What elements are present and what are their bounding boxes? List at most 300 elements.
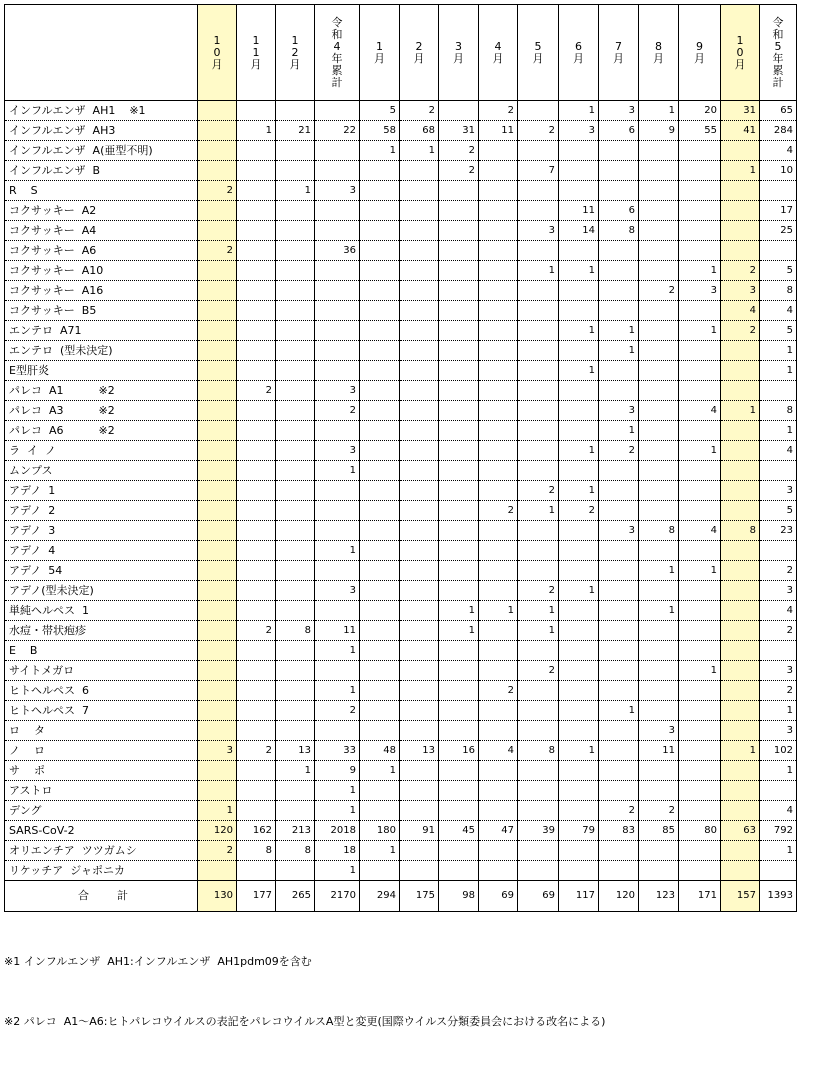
table-row — [5, 821, 797, 841]
count-cell: 1 — [518, 261, 559, 281]
count-cell — [360, 181, 400, 201]
count-cell — [198, 601, 237, 621]
table-row — [5, 521, 797, 541]
count-cell — [639, 861, 679, 881]
count-cell — [237, 501, 276, 521]
count-cell — [721, 661, 760, 681]
virus-name: アデノ 4 — [5, 541, 198, 561]
count-cell: 1 — [599, 701, 639, 721]
column-header-label: 9 月 — [694, 39, 705, 65]
count-cell — [198, 261, 237, 281]
count-cell: 69 — [479, 881, 518, 912]
count-cell — [198, 101, 237, 121]
count-cell — [276, 141, 315, 161]
count-cell — [721, 201, 760, 221]
count-cell — [721, 421, 760, 441]
count-cell: 3 — [599, 101, 639, 121]
column-header — [400, 5, 439, 101]
count-cell — [198, 501, 237, 521]
count-cell — [721, 501, 760, 521]
count-cell — [360, 221, 400, 241]
count-cell — [400, 621, 439, 641]
count-cell — [479, 361, 518, 381]
table-row — [5, 321, 797, 341]
count-cell — [679, 541, 721, 561]
count-cell — [639, 221, 679, 241]
count-cell — [679, 461, 721, 481]
count-cell — [400, 401, 439, 421]
count-cell: 8 — [276, 841, 315, 861]
count-cell: 162 — [237, 821, 276, 841]
count-cell — [360, 301, 400, 321]
count-cell — [276, 561, 315, 581]
count-cell — [559, 161, 599, 181]
count-cell: 180 — [360, 821, 400, 841]
count-cell: 8 — [721, 521, 760, 541]
count-cell — [360, 161, 400, 181]
count-cell: 1 — [518, 501, 559, 521]
count-cell — [679, 621, 721, 641]
count-cell — [639, 781, 679, 801]
virus-name: アストロ — [5, 781, 198, 801]
column-header-label: 10 月 — [734, 33, 746, 71]
table-row — [5, 721, 797, 741]
count-cell — [315, 221, 360, 241]
count-cell: 1 — [315, 681, 360, 701]
count-cell: 2170 — [315, 881, 360, 912]
count-cell — [198, 761, 237, 781]
count-cell: 2 — [518, 661, 559, 681]
count-cell — [599, 661, 639, 681]
count-cell — [276, 521, 315, 541]
count-cell — [439, 221, 479, 241]
count-cell — [198, 681, 237, 701]
count-cell — [599, 241, 639, 261]
count-cell: 18 — [315, 841, 360, 861]
count-cell — [599, 461, 639, 481]
count-cell: 1 — [315, 781, 360, 801]
count-cell — [721, 861, 760, 881]
corner-cell — [5, 5, 198, 101]
count-cell — [721, 221, 760, 241]
count-cell: 8 — [760, 401, 797, 421]
count-cell: 1 — [679, 261, 721, 281]
count-cell — [518, 561, 559, 581]
count-cell: 22 — [315, 121, 360, 141]
virus-name: コクサッキー A2 — [5, 201, 198, 221]
count-cell — [439, 781, 479, 801]
count-cell — [479, 481, 518, 501]
count-cell — [679, 861, 721, 881]
column-header-label: 10 月 — [211, 33, 223, 71]
count-cell — [479, 841, 518, 861]
count-cell — [518, 841, 559, 861]
count-cell — [276, 301, 315, 321]
count-cell — [599, 481, 639, 501]
count-cell — [360, 241, 400, 261]
count-cell — [360, 581, 400, 601]
table-body — [5, 101, 797, 912]
count-cell: 17 — [760, 201, 797, 221]
count-cell — [479, 161, 518, 181]
footnote-1: ※1 インフルエンザ AH1:インフルエンザ AH1pdm09を含む — [4, 955, 312, 968]
count-cell — [400, 521, 439, 541]
table-row — [5, 381, 797, 401]
count-cell — [276, 601, 315, 621]
count-cell — [400, 801, 439, 821]
count-cell: 11 — [639, 741, 679, 761]
count-cell — [679, 241, 721, 261]
count-cell — [198, 461, 237, 481]
count-cell: 2 — [760, 621, 797, 641]
count-cell — [721, 481, 760, 501]
count-cell: 1 — [559, 741, 599, 761]
count-cell: 36 — [315, 241, 360, 261]
count-cell: 1 — [679, 661, 721, 681]
count-cell — [400, 561, 439, 581]
count-cell — [760, 641, 797, 661]
count-cell — [237, 141, 276, 161]
count-cell — [400, 841, 439, 861]
count-cell: 3 — [679, 281, 721, 301]
count-cell — [198, 781, 237, 801]
count-cell — [360, 781, 400, 801]
count-cell — [400, 201, 439, 221]
count-cell: 1 — [360, 761, 400, 781]
count-cell — [439, 581, 479, 601]
count-cell — [237, 541, 276, 561]
count-cell — [559, 181, 599, 201]
virus-name: アデノ 54 — [5, 561, 198, 581]
count-cell: 4 — [760, 301, 797, 321]
column-header — [721, 5, 760, 101]
count-cell: 14 — [559, 221, 599, 241]
count-cell — [276, 281, 315, 301]
column-header-label: 5 月 — [532, 39, 544, 65]
count-cell — [479, 421, 518, 441]
count-cell: 31 — [721, 101, 760, 121]
count-cell: 294 — [360, 881, 400, 912]
count-cell — [400, 281, 439, 301]
count-cell — [559, 561, 599, 581]
table-row — [5, 641, 797, 661]
count-cell — [559, 141, 599, 161]
count-cell: 1 — [721, 401, 760, 421]
table-row — [5, 501, 797, 521]
count-cell — [559, 421, 599, 441]
count-cell — [439, 701, 479, 721]
count-cell: 2 — [479, 681, 518, 701]
table-row — [5, 341, 797, 361]
table-row — [5, 181, 797, 201]
count-cell: 1 — [639, 601, 679, 621]
count-cell — [679, 741, 721, 761]
count-cell — [439, 681, 479, 701]
count-cell — [599, 281, 639, 301]
count-cell — [639, 161, 679, 181]
count-cell — [276, 721, 315, 741]
count-cell: 1 — [599, 321, 639, 341]
count-cell — [360, 641, 400, 661]
count-cell — [518, 141, 559, 161]
table-row — [5, 541, 797, 561]
count-cell: 4 — [679, 521, 721, 541]
count-cell — [360, 481, 400, 501]
count-cell: 792 — [760, 821, 797, 841]
table-row — [5, 361, 797, 381]
column-header-label: 令 和 5 年 累 計 — [772, 15, 784, 89]
count-cell — [721, 761, 760, 781]
count-cell — [518, 701, 559, 721]
count-cell — [599, 361, 639, 381]
count-cell — [400, 361, 439, 381]
count-cell — [599, 601, 639, 621]
count-cell — [315, 481, 360, 501]
count-cell: 1 — [599, 421, 639, 441]
count-cell — [237, 261, 276, 281]
count-cell — [479, 761, 518, 781]
count-cell — [760, 241, 797, 261]
count-cell — [237, 781, 276, 801]
count-cell — [237, 101, 276, 121]
count-cell — [518, 761, 559, 781]
count-cell — [518, 861, 559, 881]
count-cell — [760, 181, 797, 201]
count-cell — [721, 181, 760, 201]
count-cell — [439, 261, 479, 281]
count-cell — [198, 121, 237, 141]
count-cell — [639, 541, 679, 561]
virus-name: E型肝炎 — [5, 361, 198, 381]
count-cell — [679, 721, 721, 741]
column-header — [599, 5, 639, 101]
count-cell: 2 — [559, 501, 599, 521]
count-cell — [237, 641, 276, 661]
count-cell: 265 — [276, 881, 315, 912]
count-cell: 13 — [400, 741, 439, 761]
count-cell: 1 — [360, 141, 400, 161]
count-cell: 1 — [760, 421, 797, 441]
virus-name: E B — [5, 641, 198, 661]
count-cell — [679, 181, 721, 201]
count-cell — [360, 261, 400, 281]
count-cell — [599, 641, 639, 661]
count-cell — [198, 141, 237, 161]
count-cell — [237, 701, 276, 721]
count-cell — [679, 761, 721, 781]
count-cell: 20 — [679, 101, 721, 121]
count-cell — [760, 541, 797, 561]
count-cell — [479, 621, 518, 641]
virus-name: サイトメガロ — [5, 661, 198, 681]
count-cell: 13 — [276, 741, 315, 761]
count-cell — [639, 261, 679, 281]
count-cell: 1 — [760, 761, 797, 781]
count-cell — [315, 341, 360, 361]
count-cell — [721, 601, 760, 621]
column-header — [360, 5, 400, 101]
count-cell: 8 — [237, 841, 276, 861]
count-cell — [679, 141, 721, 161]
count-cell — [400, 781, 439, 801]
count-cell — [400, 421, 439, 441]
count-cell: 1 — [360, 841, 400, 861]
table-row — [5, 461, 797, 481]
count-cell — [479, 321, 518, 341]
count-cell — [721, 621, 760, 641]
count-cell — [518, 401, 559, 421]
table-row — [5, 141, 797, 161]
count-cell: 2 — [639, 801, 679, 821]
count-cell: 1 — [559, 581, 599, 601]
count-cell: 1 — [559, 261, 599, 281]
table-row — [5, 781, 797, 801]
count-cell — [479, 221, 518, 241]
count-cell: 1 — [315, 801, 360, 821]
count-cell — [439, 661, 479, 681]
count-cell: 2 — [400, 101, 439, 121]
count-cell — [400, 241, 439, 261]
count-cell — [559, 601, 599, 621]
count-cell: 2 — [721, 321, 760, 341]
count-cell — [599, 681, 639, 701]
count-cell: 2 — [760, 681, 797, 701]
count-cell — [559, 701, 599, 721]
count-cell: 1 — [599, 341, 639, 361]
count-cell — [599, 621, 639, 641]
count-cell: 80 — [679, 821, 721, 841]
count-cell — [400, 441, 439, 461]
virus-name: エンテロ (型未決定) — [5, 341, 198, 361]
total-row — [5, 881, 797, 912]
count-cell — [599, 581, 639, 601]
count-cell — [400, 681, 439, 701]
count-cell — [237, 561, 276, 581]
count-cell — [639, 841, 679, 861]
count-cell — [721, 441, 760, 461]
count-cell — [198, 321, 237, 341]
count-cell — [400, 501, 439, 521]
count-cell: 8 — [276, 621, 315, 641]
count-cell — [639, 241, 679, 261]
count-cell — [479, 241, 518, 261]
count-cell: 5 — [360, 101, 400, 121]
count-cell — [439, 101, 479, 121]
count-cell: 1 — [315, 541, 360, 561]
table-row — [5, 421, 797, 441]
count-cell: 1 — [276, 761, 315, 781]
count-cell — [237, 461, 276, 481]
count-cell: 1 — [315, 461, 360, 481]
count-cell — [559, 621, 599, 641]
count-cell — [479, 441, 518, 461]
column-header-label: 令 和 4 年 累 計 — [331, 15, 343, 89]
count-cell — [639, 381, 679, 401]
count-cell — [360, 461, 400, 481]
count-cell — [439, 281, 479, 301]
count-cell: 177 — [237, 881, 276, 912]
count-cell: 39 — [518, 821, 559, 841]
count-cell — [439, 241, 479, 261]
count-cell — [439, 641, 479, 661]
count-cell — [639, 301, 679, 321]
count-cell — [198, 541, 237, 561]
count-cell: 1 — [198, 801, 237, 821]
count-cell: 284 — [760, 121, 797, 141]
count-cell — [439, 861, 479, 881]
count-cell — [721, 781, 760, 801]
count-cell: 2 — [518, 581, 559, 601]
count-cell — [276, 401, 315, 421]
virus-name: アデノ 2 — [5, 501, 198, 521]
virus-name: パレコ A1 ※2 — [5, 381, 198, 401]
virus-name: オリエンチア ツツガムシ — [5, 841, 198, 861]
count-cell: 68 — [400, 121, 439, 141]
count-cell — [639, 581, 679, 601]
count-cell — [639, 661, 679, 681]
count-cell — [639, 701, 679, 721]
count-cell — [679, 161, 721, 181]
table-row — [5, 621, 797, 641]
count-cell: 4 — [479, 741, 518, 761]
count-cell: 1 — [479, 601, 518, 621]
count-cell — [276, 481, 315, 501]
count-cell: 2 — [315, 401, 360, 421]
count-cell — [315, 101, 360, 121]
count-cell — [559, 801, 599, 821]
count-cell — [639, 341, 679, 361]
count-cell: 10 — [760, 161, 797, 181]
count-cell — [439, 421, 479, 441]
virus-name: ロ タ — [5, 721, 198, 741]
table-row — [5, 121, 797, 141]
count-cell — [679, 581, 721, 601]
count-cell: 1 — [315, 641, 360, 661]
count-cell: 21 — [276, 121, 315, 141]
count-cell — [679, 201, 721, 221]
table-row — [5, 601, 797, 621]
count-cell — [479, 781, 518, 801]
count-cell — [639, 141, 679, 161]
count-cell: 1 — [559, 101, 599, 121]
count-cell — [479, 141, 518, 161]
count-cell: 117 — [559, 881, 599, 912]
count-cell — [599, 841, 639, 861]
count-cell — [237, 241, 276, 261]
count-cell — [721, 561, 760, 581]
count-cell — [479, 521, 518, 541]
count-cell: 47 — [479, 821, 518, 841]
count-cell — [479, 461, 518, 481]
column-header-label: 12 月 — [289, 33, 301, 71]
count-cell — [276, 221, 315, 241]
count-cell — [679, 361, 721, 381]
count-cell — [400, 161, 439, 181]
count-cell — [721, 801, 760, 821]
count-cell: 1 — [639, 561, 679, 581]
column-header — [479, 5, 518, 101]
virus-name: 水痘・帯状疱疹 — [5, 621, 198, 641]
table-row — [5, 581, 797, 601]
count-cell — [559, 781, 599, 801]
count-cell — [479, 561, 518, 581]
footnote-2: ※2 パレコ A1～A6:ヒトパレコウイルスの表記をパレコウイルスA型と変更(国際ウイルス分類委員会における改名による) — [4, 1015, 606, 1028]
count-cell — [276, 381, 315, 401]
count-cell: 4 — [679, 401, 721, 421]
count-cell — [599, 541, 639, 561]
count-cell — [639, 201, 679, 221]
count-cell — [237, 441, 276, 461]
